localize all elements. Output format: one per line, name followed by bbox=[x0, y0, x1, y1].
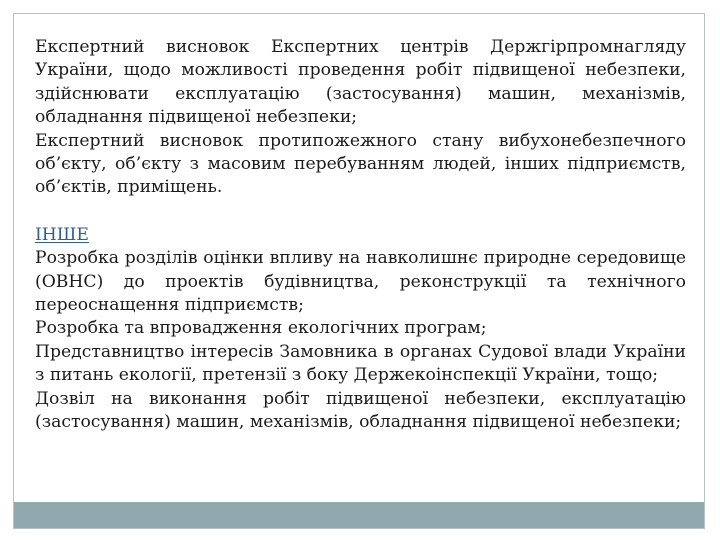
item-environmental-impact-assessment: Розробка розділів оцінки впливу на навколишнє природне середовище (ОВНС) до проектів будівництва, реконструкції та технічного переоснащення підприємств; bbox=[35, 248, 686, 316]
item-legal-representation: Представництво інтересів Замовника в органах Судової влади України з питань екології, претензії з боку Держекоінспекції України, тощо; bbox=[35, 341, 686, 386]
expert-conclusion-fire-safety: Експертний висновок протипожежного стану вибухонебезпечного об’єкту, об’єкту з масовим перебуванням людей, інших підприємств, об’єктів, приміщень. bbox=[35, 130, 686, 198]
bottom-accent-bar bbox=[14, 502, 704, 528]
expert-conclusion-industrial-safety: Експертний висновок Експертних центрів Держгірпромнагляду України, щодо можливості проведення робіт підвищеної небезпеки, здійснювати експлуатацію (застосування) машин, механізмів, обладнання підвищеної небезпеки; bbox=[35, 37, 686, 128]
section-heading-other: ІНШЕ bbox=[35, 224, 89, 245]
slide-content bbox=[35, 36, 686, 435]
item-high-risk-work-permit: Дозвіл на виконання робіт підвищеної небезпеки, експлуатацію (застосування) машин, механізмів, обладнання підвищеної небезпеки; bbox=[35, 388, 686, 433]
section-gap bbox=[35, 200, 686, 224]
item-environmental-programs: Розробка та впровадження екологічних програм; bbox=[35, 318, 487, 339]
